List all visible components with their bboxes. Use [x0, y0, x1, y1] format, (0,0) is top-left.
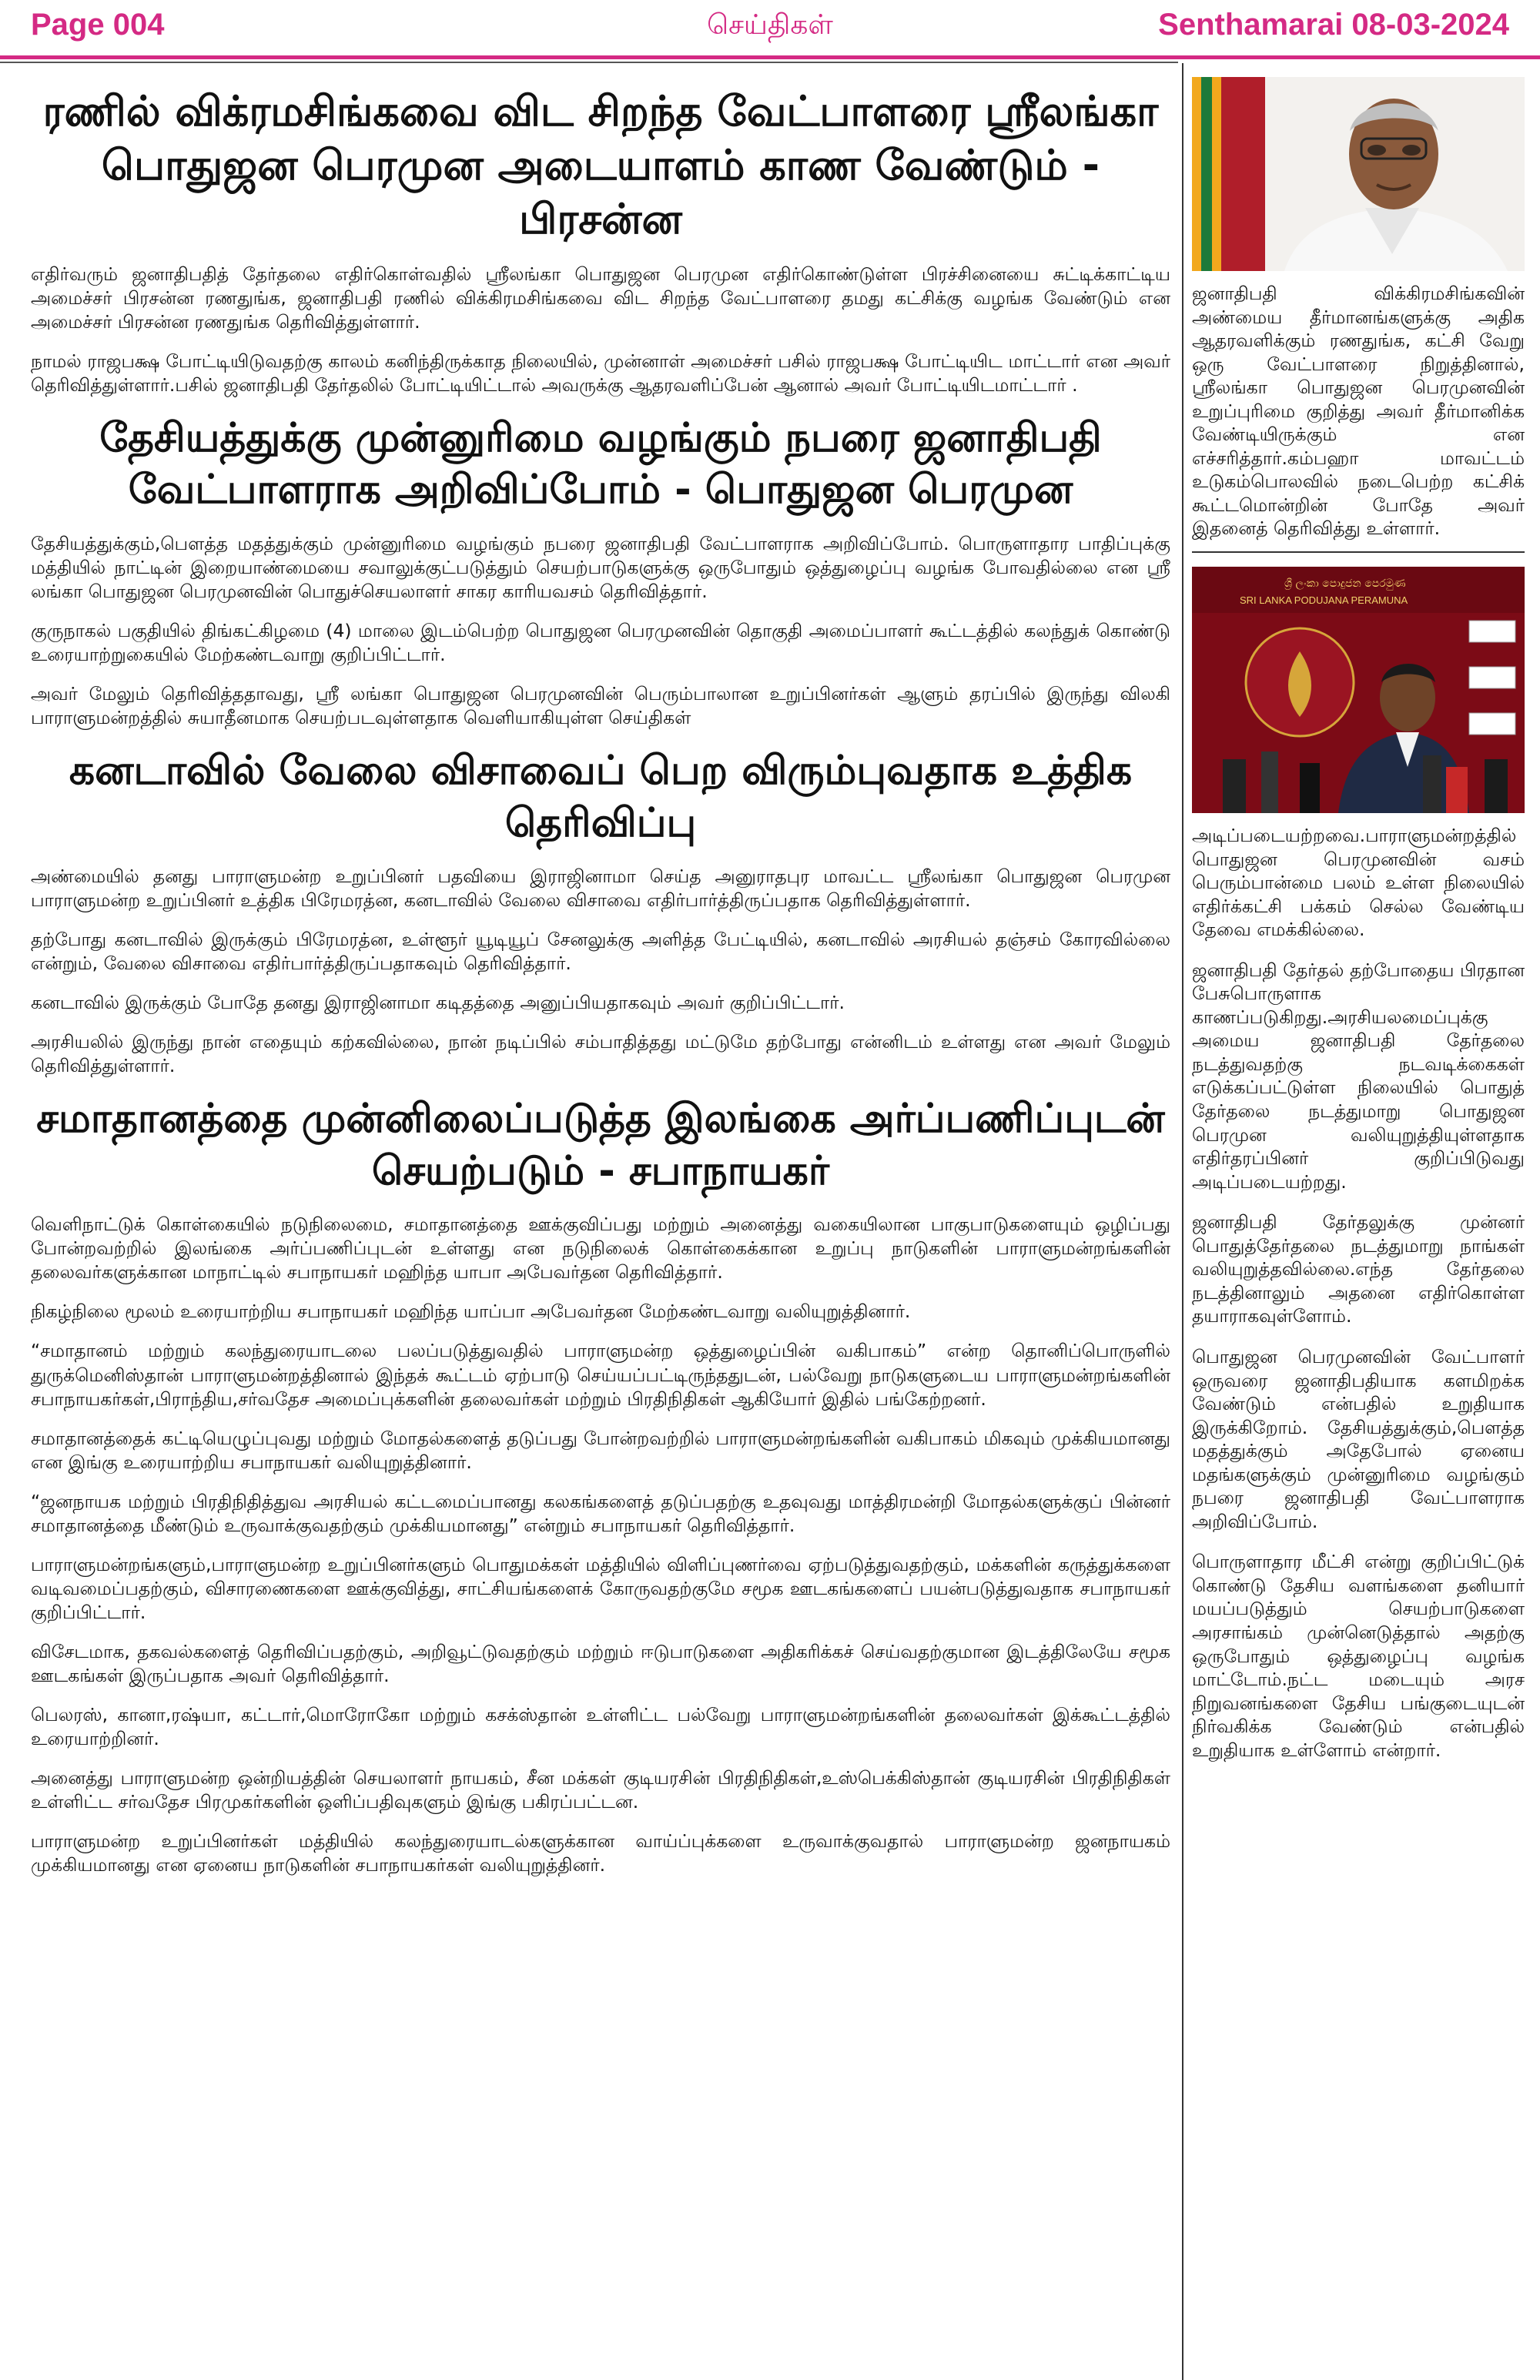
main-column [31, 68, 1170, 1893]
page-header [0, 0, 1540, 55]
banner-text-sinhala: ශ්‍රී ලංකා පොදුජන පෙරමුණ [1284, 577, 1406, 591]
sidebar-paragraph: பொதுஜன பெரமுனவின் வேட்பாளர் ஒருவரை ஜனாதிபதியாக களமிறக்க வேண்டும் என்பதில் உறுதியாக இருக்கிறோம். தேசியத்துக்கும்,பௌத்த மதத்துக்கும் அதேபோல் ஏனைய மதங்களுக்கும் முன்னுரிமை வழங்கும் நபரை ஜனாதிபதி வேட்பாளராக அறிவிப்போம். [1192, 1345, 1525, 1532]
article-paragraph: நாமல் ராஜபக்ஷ போட்டியிடுவதற்கு காலம் கனிந்திருக்காத நிலையில், முன்னாள் அமைச்சர் பசில் ராஜபக்ஷ போட்டியிட மாட்டார் என அவர் தெரிவித்துள்ளார்.பசில் ஜனாதிபதி தேர்தலில் போட்டியிட்டால் அவருக்கு ஆதரவளிப்பேன் ஆனால் அவர் போட்டியிடமாட்டார் . [31, 350, 1170, 396]
sidebar-paragraph: ஜனாதிபதி தேர்தல் தற்போதைய பிரதான பேசுபொருளாக காணப்படுகிறது.அரசியலமைப்புக்கு அமைய ஜனாதிபதி தேர்தலை நடத்துவதற்கு நடவடிக்கைகள் எடுக்கப்பட்டுள்ள நிலையில் பொதுத் தேர்தலை நடத்துமாறு பொதுஜன பெரமுன வலியுறுத்தியுள்ளதாக எதிர்தரப்பினர் குறிப்பிடுவது அடிப்படையற்றது. [1192, 959, 1525, 1193]
sidebar-column [1192, 77, 1525, 1779]
sidebar-paragraph: அடிப்படையற்றவை.பாராளுமன்றத்தில் பொதுஜன பெரமுனவின் வசம் பெரும்பான்மை பலம் உள்ள நிலையில் எதிர்க்கட்சி பக்கம் செல்ல வேண்டிய தேவை எமக்கில்லை. [1192, 825, 1525, 941]
header-sub-divider [0, 62, 1178, 63]
press-conference-photo [1192, 567, 1525, 813]
article-paragraph: “ஜனநாயக மற்றும் பிரதிநிதித்துவ அரசியல் கட்டமைப்பானது கலகங்களைத் தடுப்பதற்கு உதவுவது மாத்திரமன்றி மோதல்களுக்குப் பின்னர் சமாதானத்தை மீண்டும் உருவாக்குவதற்கும் முக்கியமானது” என்றும் சபாநாயகர் தெரிவித்தார். [31, 1490, 1170, 1536]
article-paragraph: நிகழ்நிலை மூலம் உரையாற்றிய சபாநாயகர் மஹிந்த யாப்பா அபேவர்தன மேற்கண்டவாறு வலியுறுத்தினார். [31, 1300, 911, 1323]
page-number: Page 004 [31, 8, 165, 42]
article-paragraph: வெளிநாட்டுக் கொள்கையில் நடுநிலைமை, சமாதானத்தை ஊக்குவிப்பது மற்றும் அனைத்து வகையிலான பாகுபாடுகளையும் ஒழிப்பது போன்றவற்றில் இலங்கை அர்ப்பணிப்புடன் உள்ளது என நடுநிலைக் கொள்கைக்கான உறுப்பு நாடுகளின் பாராளுமன்றங்களின் தலைவர்களுக்கான மாநாட்டில் சபாநாயகர் மஹிந்த யாபா அபேவர்தன தெரிவித்தார். [31, 1213, 1170, 1284]
article-paragraph: அனைத்து பாராளுமன்ற ஒன்றியத்தின் செயலாளர் நாயகம், சீன மக்கள் குடியரசின் பிரதிநிதிகள்,உஸ்பெக்கிஸ்தான் குடியரசின் பிரதிநிதிகள் உள்ளிட்ட சர்வதேச பிரமுகர்களின் ஒளிப்பதிவுகளும் இங்கு பகிரப்பட்டன. [31, 1766, 1170, 1813]
sidebar-divider [1192, 551, 1525, 553]
article-prasanna [31, 85, 1170, 397]
article-headline: சமாதானத்தை முன்னிலைப்படுத்த இலங்கை அர்ப்பணிப்புடன் செயற்படும் - சபாநாயகர் [36, 1096, 1165, 1194]
section-title: செய்திகள் [707, 9, 833, 41]
article-headline: கனடாவில் வேலை விசாவைப் பெற விரும்புவதாக உத்திக தெரிவிப்பு [69, 747, 1133, 846]
sidebar-paragraph: ஜனாதிபதி தேர்தலுக்கு முன்னர் பொதுத்தேர்தலை நடத்துமாறு நாங்கள் வலியுறுத்தவில்லை.எந்த தேர்தலை நடத்தினாலும் அதனை எதிர்கொள்ள தயாராகவுள்ளோம். [1192, 1211, 1525, 1327]
article-paragraph: விசேடமாக, தகவல்களைத் தெரிவிப்பதற்கும், அறிவூட்டுவதற்கும் மற்றும் ஈடுபாடுகளை அதிகரிக்கச் செய்வதற்குமான இடத்திலேயே சமூக ஊடகங்கள் இருப்பதாக அவர் தெரிவித்தார். [31, 1640, 1170, 1686]
article-paragraph: அவர் மேலும் தெரிவித்ததாவது, ஸ்ரீ லங்கா பொதுஜன பெரமுனவின் பெரும்பாலான உறுப்பினர்கள் ஆளும் தரப்பில் இருந்து விலகி பாராளுமன்றத்தில் சுயாதீனமாக செயற்படவுள்ளதாக வெளியாகியுள்ள செய்திகள் [31, 682, 1170, 728]
sidebar-paragraph: ஜனாதிபதி விக்கிரமசிங்கவின் அண்மைய தீர்மானங்களுக்கு அதிக ஆதரவளிக்கும் ரணதுங்க, கட்சி வேறு ஒரு வேட்பாளரை நிறுத்தினால், ஸ்ரீலங்கா பொதுஜன பெரமுனவின் உறுப்புரிமை குறித்து அவர் தீர்மானிக்க வேண்டியிருக்கும் என எச்சரித்தார்.கம்பஹா மாவட்டம் உடுகம்பொலவில் நடைபெற்ற கட்சிக் கூட்டமொன்றின் போதே அவர் இதனைத் தெரிவித்து உள்ளார். [1192, 283, 1525, 540]
article-headline: ரணில் விக்ரமசிங்கவை விட சிறந்த வேட்பாளரை ஸ்ரீலங்கா பொதுஜன பெரமுன அடையாளம் காண வேண்டும் - பிரசன்ன [42, 87, 1159, 244]
minister-portrait-icon [1192, 77, 1525, 271]
masthead-date: Senthamarai 08-03-2024 [1158, 8, 1509, 42]
article-paragraph: பாராளுமன்ற உறுப்பினர்கள் மத்தியில் கலந்துரையாடல்களுக்கான வாய்ப்புக்களை உருவாக்குவதால் பாராளுமன்ற ஜனநாயகம் முக்கியமானது என ஏனைய நாடுகளின் சபாநாயகர்கள் வலியுறுத்தினர். [31, 1829, 1170, 1876]
article-paragraph: சமாதானத்தைக் கட்டியெழுப்புவது மற்றும் மோதல்களைத் தடுப்பது போன்றவற்றில் பாராளுமன்றங்களின் வகிபாகம் மிகவும் முக்கியமானது என இங்கு உரையாற்றிய சபாநாயகர் வலியுறுத்தினார். [31, 1427, 1170, 1473]
minister-portrait-photo [1192, 77, 1525, 271]
article-paragraph: பாராளுமன்றங்களும்,பாராளுமன்ற உறுப்பினர்களும் பொதுமக்கள் மத்தியில் விளிப்புணர்வை ஏற்படுத்துவதற்கும், மக்களின் கருத்துக்களை வடிவமைப்பதற்கும், விசாரணைகளை ஊக்குவித்து, சாட்சியங்களைக் கோருவதற்குமே சமூக ஊடகங்களைப் பயன்படுத்துவதாக சபாநாயகர் குறிப்பிட்டார். [31, 1553, 1170, 1623]
article-paragraph: தற்போது கனடாவில் இருக்கும் பிரேமரத்ன, உள்ளூர் யூடியூப் சேனலுக்கு அளித்த பேட்டியில், கனடாவில் அரசியல் தஞ்சம் கோரவில்லை என்றும், வேலை விசாவை எதிர்பார்த்திருப்பதாகவும் தெரிவித்தார். [31, 929, 1170, 975]
column-divider [1182, 63, 1183, 2380]
article-paragraph: பெலரஸ், கானா,ரஷ்யா, கட்டார்,மொரோகோ மற்றும் கசக்ஸ்தான் உள்ளிட்ட பல்வேறு பாராளுமன்றங்களின் தலைவர்கள் இக்கூட்டத்தில் உரையாற்றினர். [31, 1703, 1170, 1749]
header-divider [0, 55, 1540, 59]
article-paragraph: எதிர்வரும் ஜனாதிபதித் தேர்தலை எதிர்கொள்வதில் ஸ்ரீலங்கா பொதுஜன பெரமுன எதிர்கொண்டுள்ள பிரச்சினையை சுட்டிக்காட்டிய அமைச்சர் பிரசன்ன ரணதுங்க, ஜனாதிபதி ரணில் விக்கிரமசிங்கவை விட சிறந்த வேட்பாளரை தமது கட்சிக்கு வழங்க வேண்டும் என அமைச்சர் பிரசன்ன ரணதுங்க தெரிவித்துள்ளார். [31, 263, 1170, 333]
banner-text-english: SRI LANKA PODUJANA PERAMUNA [1240, 594, 1408, 607]
article-paragraph: அரசியலில் இருந்து நான் எதையும் கற்கவில்லை, நான் நடிப்பில் சம்பாதித்தது மட்டுமே தற்போது என்னிடம் உள்ளது என அவர் மேலும் தெரிவித்துள்ளார். [31, 1031, 1170, 1077]
article-paragraph: அண்மையில் தனது பாராளுமன்ற உறுப்பினர் பதவியை இராஜினாமா செய்த அனுராதபுர மாவட்ட ஸ்ரீலங்கா பொதுஜன பெரமுன பாராளுமன்ற உறுப்பினர் உத்திக பிரேமரத்ன, கனடாவில் வேலை விசாவை எதிர்பார்த்திருப்பதாக தெரிவித்துள்ளார். [31, 865, 1170, 912]
article-headline: தேசியத்துக்கு முன்னுரிமை வழங்கும் நபரை ஜனாதிபதி வேட்பாளராக அறிவிப்போம் - பொதுஜன பெரமுன [99, 414, 1102, 514]
article-paragraph: “சமாதானம் மற்றும் கலந்துரையாடலை பலப்படுத்துவதில் பாராளுமன்ற ஒத்துழைப்பின் வகிபாகம்” என்ற தொனிப்பொருளில் துருக்மெனிஸ்தான் பாராளுமன்றத்தினால் இந்தக் கூட்டம் ஏற்பாடு செய்யப்பட்டிருந்ததுடன், பல்வேறு நாடுகளுடைய பாராளுமன்றங்களின் சபாநாயகர்கள்,பிராந்திய,சர்வதேச அமைப்புக்களின் தலைவர்கள் மற்றும் பிரதிநிதிகள் ஆகியோர் இதில் பங்கேற்றனர். [31, 1340, 1170, 1410]
press-conference-icon [1192, 567, 1525, 813]
article-paragraph: தேசியத்துக்கும்,பௌத்த மதத்துக்கும் முன்னுரிமை வழங்கும் நபரை ஜனாதிபதி வேட்பாளராக அறிவிப்போம். பொருளாதார பாதிப்புக்கு மத்தியில் நாட்டின் இறையாண்மையை சவாலுக்குட்படுத்தும் செயற்பாடுகளுக்கு ஒருபோதும் ஒத்துழைப்பு வழங்க போவதில்லை என ஸ்ரீ லங்கா பொதுஜன பெரமுனவின் பொதுச்செயலாளர் சாகர காரியவசம் தெரிவித்தார். [31, 532, 1170, 602]
sidebar-paragraph: பொருளாதார மீட்சி என்று குறிப்பிட்டுக் கொண்டு தேசிய வளங்களை தனியார் மயப்படுத்தும் செயற்பாடுகளை அரசாங்கம் முன்னெடுத்தால் அதற்கு ஒருபோதும் ஒத்துழைப்பு வழங்க மாட்டோம்.நட்ட மடையும் அரச நிறுவனங்களை தேசிய பங்குடையுடன் நிர்வகிக்க வேண்டும் என்பதில் உறுதியாக உள்ளோம் என்றார். [1192, 1551, 1525, 1761]
article-slpp-candidate [31, 413, 1170, 730]
article-paragraph: கனடாவில் இருக்கும் போதே தனது இராஜினாமா கடிதத்தை அனுப்பியதாகவும் அவர் குறிப்பிட்டார். [31, 992, 845, 1014]
article-uddika-canada [31, 745, 1170, 1078]
article-speaker-peace [31, 1093, 1170, 1877]
article-paragraph: குருநாகல் பகுதியில் திங்கட்கிழமை (4) மாலை இடம்பெற்ற பொதுஜன பெரமுனவின் தொகுதி அமைப்பாளர் கூட்டத்தில் கலந்துக் கொண்டு உரையாற்றுகையில் மேற்கண்டவாறு குறிப்பிட்டார். [31, 619, 1170, 665]
